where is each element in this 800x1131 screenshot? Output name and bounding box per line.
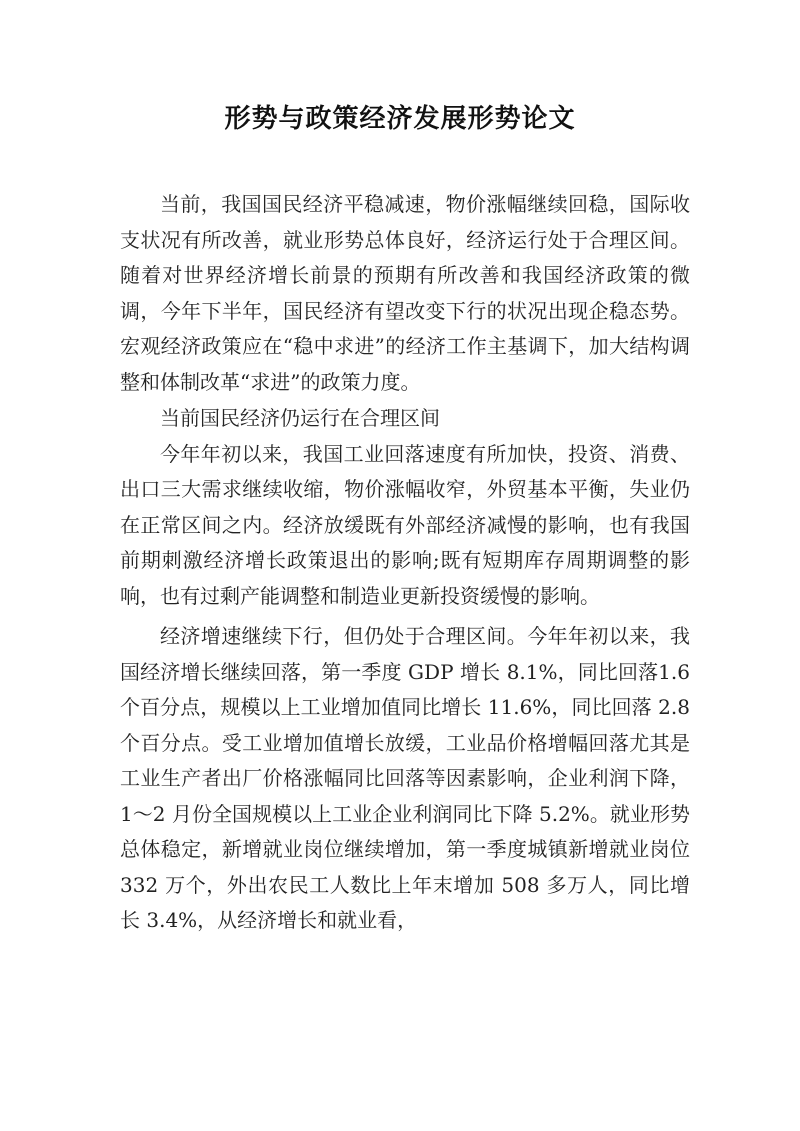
section-heading: 当前国民经济仍运行在合理区间 [160,406,440,430]
document-title: 形势与政策经济发展形势论文 [224,104,576,134]
document-body [120,187,690,939]
paragraph-growth: 经济增速继续下行，但仍处于合理区间。今年年初以来，我国经济增长继续回落，第一季度 GDP 增长 8.1%，同比回落1.6 个百分点，规模以上工业增加值同比增长 11.6%，同比回落 2.8 个百分点。受工业增加值增长放缓，工业品价格增幅回落尤其是工业生产者出厂价格涨幅同比回落等因素影响，企业利润下降，1～2 月份全国规模以上工业企业利润同比下降 5.2%。就业形势总体稳定，新增就业岗位继续增加，第一季度城镇新增就业岗位 332 万个，外出农民工人数比上年末增加 508 多万人，同比增长 3.4%，从经济增长和就业看， [120,624,690,932]
paragraph-intro: 当前，我国国民经济平稳减速，物价涨幅继续回稳，国际收支状况有所改善，就业形势总体良好，经济运行处于合理区间。随着对世界经济增长前景的预期有所改善和我国经济政策的微调，今年下半年，国民经济有望改变下行的状况出现企稳态势。宏观经济政策应在“稳中求进”的经济工作主基调下，加大结构调整和体制改革“求进”的政策力度。 [120,192,690,394]
paragraph-overview: 今年年初以来，我国工业回落速度有所加快，投资、消费、出口三大需求继续收缩，物价涨幅收窄，外贸基本平衡，失业仍在正常区间之内。经济放缓既有外部经济减慢的影响，也有我国前期刺激经济增长政策退出的影响;既有短期库存周期调整的影响，也有过剩产能调整和制造业更新投资缓慢的影响。 [120,441,690,608]
